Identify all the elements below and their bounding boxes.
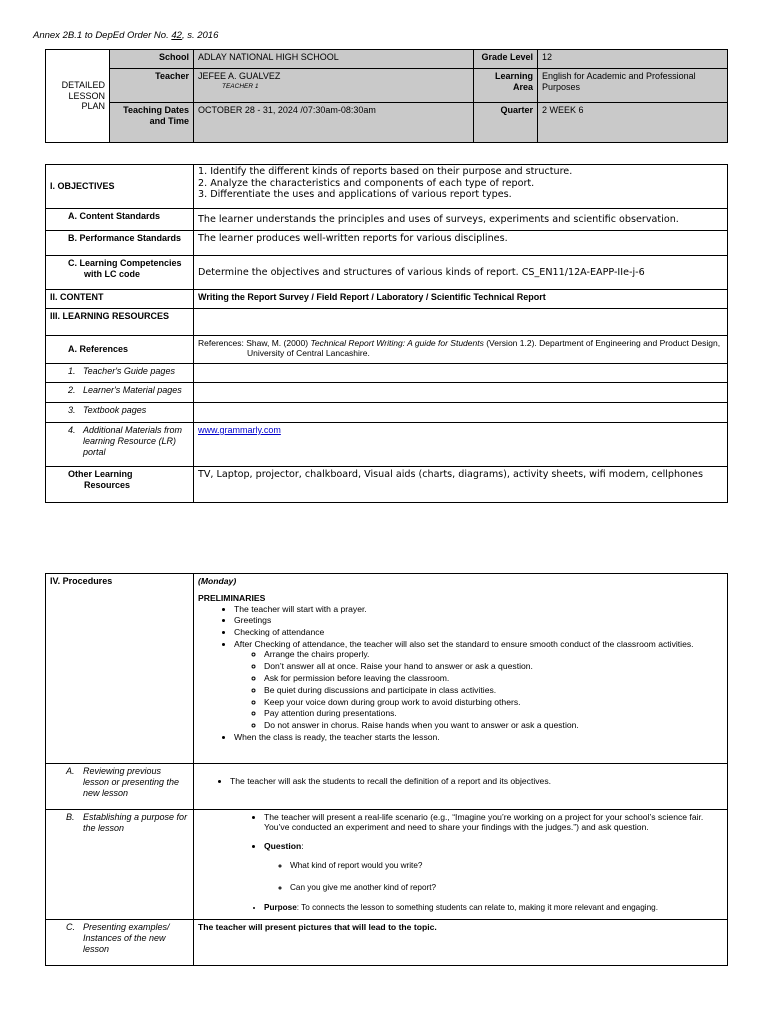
learning-area-label: Learning Area [474, 69, 538, 103]
establishing-purpose-value [194, 810, 728, 920]
annex-suffix: , s. 2016 [181, 30, 219, 41]
teacher-value [194, 69, 474, 103]
additional-materials-value [194, 423, 728, 467]
performance-standards-value: The learner produces well-written reports for various disciplines. [194, 231, 728, 256]
grade-level-label: Grade Level [474, 50, 538, 69]
references-label: A. References [46, 336, 194, 364]
list-item: • Checking of attendance [234, 627, 723, 637]
dll-title: DETAILED LESSON PLAN [46, 50, 110, 143]
learning-area-value: English for Academic and Professional Purposes [538, 69, 728, 103]
school-label: School [110, 50, 194, 69]
list-item: ◦ What kind of report would you write? [290, 861, 723, 871]
annex-reference [33, 30, 218, 41]
header-table [45, 49, 728, 143]
textbook-pages-label: 3. Textbook pages [46, 403, 194, 423]
list-item: ◦ Ask for permission before leaving the classroom. [264, 673, 723, 683]
annex-order-number: 42 [171, 30, 182, 41]
other-resources-value: TV, Laptop, projector, chalkboard, Visual aids (charts, diagrams), activity sheets, wifi modem, cellphones [194, 467, 728, 503]
preliminaries-cell [194, 574, 728, 764]
list-item: • Greetings [234, 615, 723, 625]
quarter-value: 2 WEEK 6 [538, 103, 728, 143]
objectives-list [194, 165, 728, 209]
learning-competencies-value: Determine the objectives and structures of various kinds of report. CS_EN11/12A-EAPP-IIe-j-6 [194, 256, 728, 290]
procedures-table [45, 573, 728, 966]
content-standards-value: The learner understands the principles and uses of surveys, experiments and scientific observation. [194, 209, 728, 231]
list-item: ◦ Do not answer in chorus. Raise hands when you want to answer or ask a question. [264, 720, 723, 730]
list-item: ◦ Arrange the chairs properly. [264, 649, 723, 659]
list-item: ◦ Can you give me another kind of report? [290, 883, 723, 893]
learning-resources-value [194, 309, 728, 336]
teaching-dates-value: OCTOBER 28 - 31, 2024 /07:30am-08:30am [194, 103, 474, 143]
list-item: ◦ Be quiet during discussions and participate in class activities. [264, 685, 723, 695]
day-label: (Monday) [198, 576, 237, 586]
learning-competencies-label: C. Learning Competencies with LC code [46, 256, 194, 290]
list-item: • Question: ◦ What kind of report would you write? ◦ Can you give me another kind of report? [264, 841, 723, 893]
list-item: • After Checking of attendance, the teacher will also set the standard to ensure smooth conduct of the classroom activities. ◦ Arrange the chairs properly. ◦ Don’t answer all at once. Raise your hand to answer or ask a question. ◦ Ask for permission before leaving the classroom. ◦ Be quiet during discussions and participate in class activities. ◦ Keep your voice down during group work to avoid disturbing others. ◦ Pay attention during presentations. ◦ Do not answer in chorus. Raise hands when you want to answer or ask a question. [234, 639, 723, 731]
lesson-plan-table [45, 164, 728, 503]
teacher-label: Teacher [110, 69, 194, 103]
other-resources-label: Other Learning Resources [46, 467, 194, 503]
content-standards-label: A. Content Standards [46, 209, 194, 231]
establishing-purpose-label: B. Establishing a purpose for the lesson [46, 810, 194, 920]
school-value: ADLAY NATIONAL HIGH SCHOOL [194, 50, 474, 69]
reviewing-lesson-label: A. Reviewing previous lesson or presenting the new lesson [46, 764, 194, 810]
quarter-label: Quarter [474, 103, 538, 143]
teacher-position: TEACHER 1 [222, 82, 259, 90]
content-label: II. CONTENT [46, 290, 194, 309]
teachers-guide-label: 1. Teacher's Guide pages [46, 364, 194, 383]
list-item: • Purpose: To connects the lesson to something students can relate to, making it more relevant and engaging. [264, 903, 723, 913]
list-item: ◦ Keep your voice down during group work to avoid disturbing others. [264, 697, 723, 707]
learners-material-value [194, 383, 728, 403]
objectives-label: I. OBJECTIVES [46, 165, 194, 209]
procedures-label: IV. Procedures [46, 574, 194, 764]
list-item: • The teacher will start with a prayer. [234, 604, 723, 614]
list-item: ◦ Don’t answer all at once. Raise your hand to answer or ask a question. [264, 661, 723, 671]
content-value: Writing the Report Survey / Field Report / Laboratory / Scientific Technical Report [194, 290, 728, 309]
reviewing-lesson-value [194, 764, 728, 810]
grade-level-value: 12 [538, 50, 728, 69]
objective-item: 3. Differentiate the uses and applications of various report types. [198, 189, 512, 200]
learners-material-label: 2. Learner's Material pages [46, 383, 194, 403]
list-item: • The teacher will ask the students to recall the definition of a report and its objectives. [230, 776, 723, 786]
objective-item: 1. Identify the different kinds of reports based on their purpose and structure. [198, 166, 573, 177]
teacher-name: JEFEE A. GUALVEZ [198, 71, 281, 81]
preliminaries-title: PRELIMINARIES [198, 593, 266, 604]
presenting-examples-value: The teacher will present pictures that will lead to the topic. [194, 920, 728, 966]
references-value: References: Shaw, M. (2000) Technical Report Writing: A guide for Students (Version 1.2). Department of Engineering and Product Design, University of Central Lancashire. [194, 336, 728, 364]
grammarly-link[interactable]: www.grammarly.com [198, 425, 281, 435]
preliminaries-list [198, 604, 723, 743]
performance-standards-label: B. Performance Standards [46, 231, 194, 256]
additional-materials-label: 4. Additional Materials from learning Resource (LR) portal [46, 423, 194, 467]
classroom-rules-list [234, 649, 723, 730]
textbook-pages-value [194, 403, 728, 423]
annex-prefix: Annex 2B.1 to DepEd Order No. [33, 30, 172, 41]
teaching-dates-label: Teaching Dates and Time [110, 103, 194, 143]
objective-item: 2. Analyze the characteristics and components of each type of report. [198, 177, 535, 189]
teachers-guide-value [194, 364, 728, 383]
list-item: • The teacher will present a real-life scenario (e.g., “Imagine you’re working on a project for your school’s science fair. You’ve conducted an experiment and need to share your findings with the judges.”) and ask question. [264, 812, 723, 833]
list-item: • When the class is ready, the teacher starts the lesson. [234, 732, 723, 742]
list-item: ◦ Pay attention during presentations. [264, 708, 723, 718]
presenting-examples-label: C. Presenting examples/ Instances of the new lesson [46, 920, 194, 966]
learning-resources-label: III. LEARNING RESOURCES [46, 309, 194, 336]
